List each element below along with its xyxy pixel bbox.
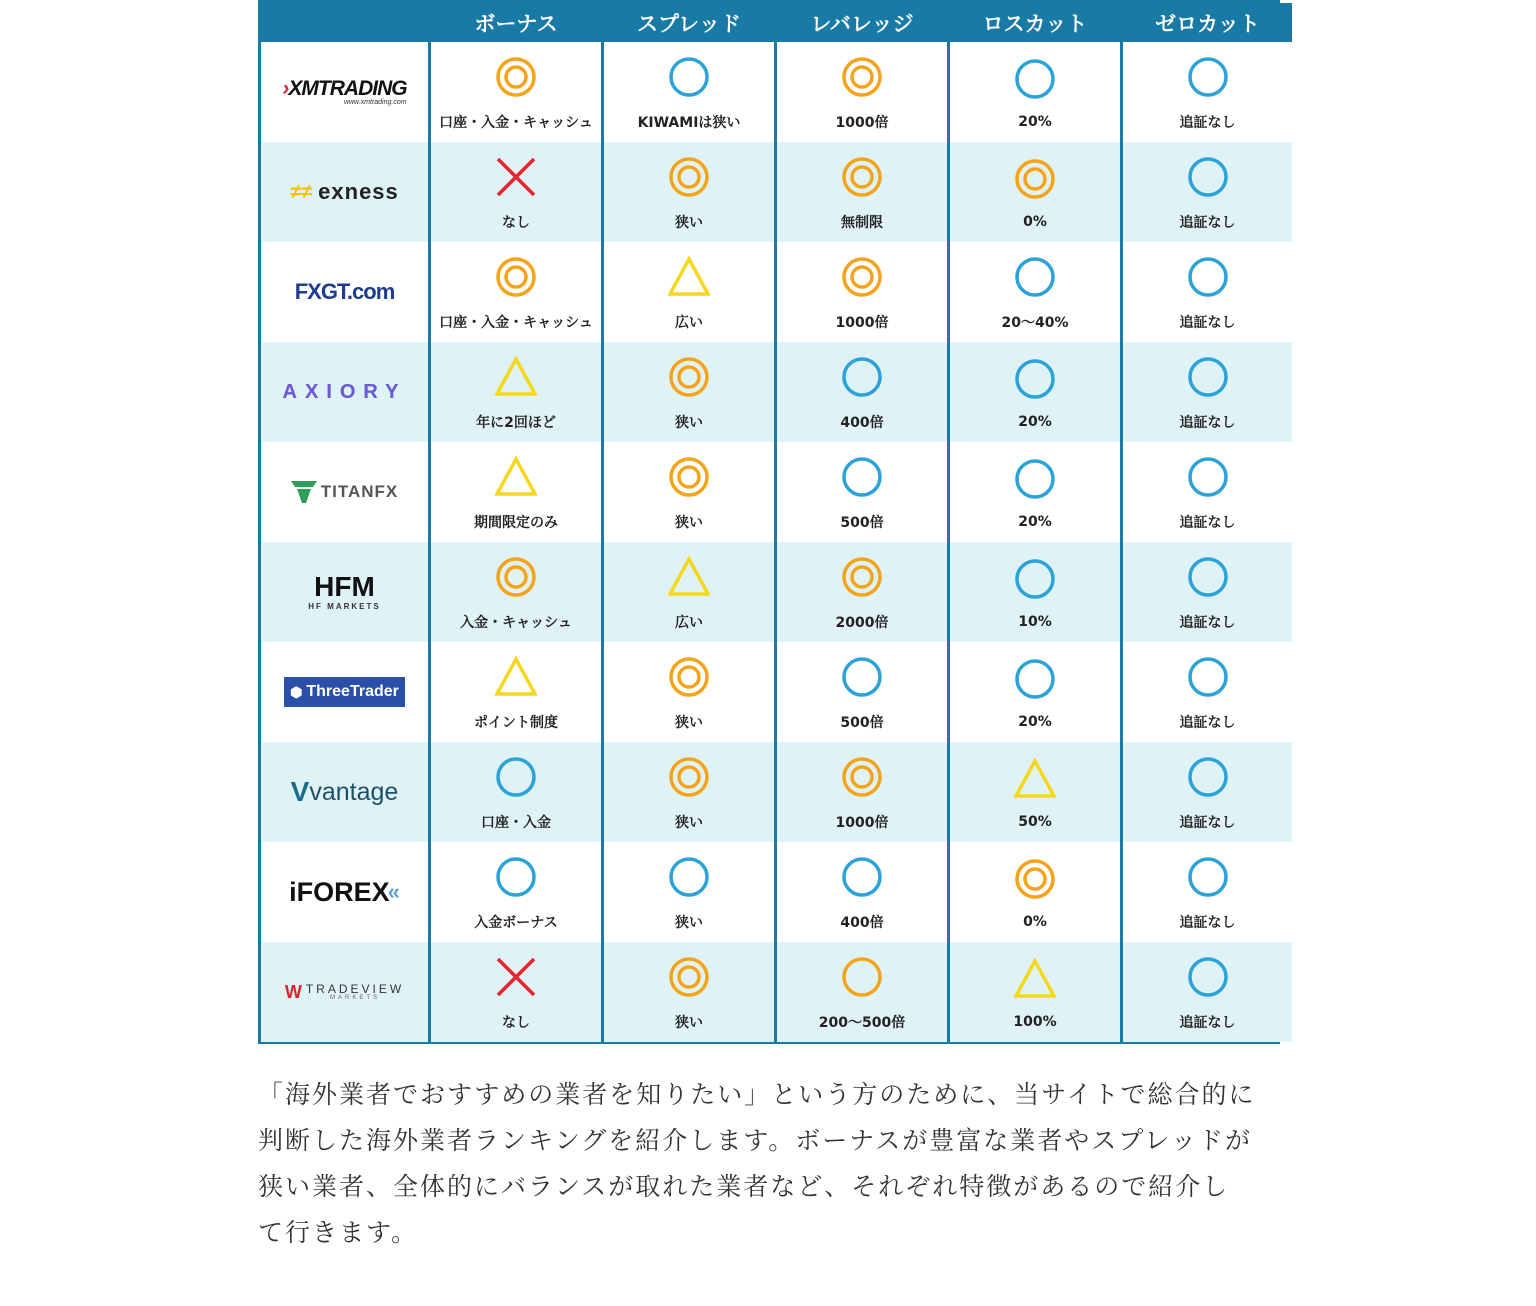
- broker-name: AXIORY: [282, 380, 407, 403]
- rating-text: ポイント制度: [474, 715, 558, 731]
- cross-icon: [495, 956, 537, 998]
- circle-icon: [495, 856, 537, 898]
- rating-text: 20%: [1018, 414, 1052, 430]
- rating-cell: [1123, 942, 1292, 1042]
- rating-cell: [950, 842, 1120, 942]
- rating-cell: [950, 142, 1120, 242]
- rating-cell: [431, 242, 601, 342]
- broker-cell: [261, 442, 428, 542]
- rating-cell: [950, 342, 1120, 442]
- table-row: [261, 642, 1277, 742]
- rating-cell: [1123, 642, 1292, 742]
- header-zerocut: ゼロカット: [1123, 3, 1292, 42]
- circle-icon: [1014, 658, 1056, 700]
- header-bonus: ボーナス: [431, 3, 601, 42]
- broker-logo: [291, 481, 399, 503]
- broker-cell: [261, 842, 428, 942]
- triangle-icon: [668, 256, 710, 298]
- circle-icon: [668, 856, 710, 898]
- double-circle-icon: [841, 256, 883, 298]
- rating-cell: [604, 842, 774, 942]
- rating-text: 口座・入金・キャッシュ: [439, 315, 593, 331]
- broker-name: HFM: [314, 571, 375, 602]
- table-row: [261, 442, 1277, 542]
- broker-cell: [261, 342, 428, 442]
- rating-text: 追証なし: [1179, 915, 1236, 931]
- rating-text: 1000倍: [835, 315, 889, 331]
- rating-cell: [1123, 142, 1292, 242]
- header-broker: [261, 3, 428, 42]
- rating-text: 追証なし: [1179, 415, 1236, 431]
- circle-icon: [841, 956, 883, 998]
- broker-logo: V vantage: [290, 776, 399, 807]
- table-row: [261, 542, 1277, 642]
- circle-icon: [1014, 558, 1056, 600]
- rating-cell: [950, 742, 1120, 842]
- rating-text: 追証なし: [1179, 715, 1236, 731]
- rating-cell: [431, 442, 601, 542]
- rating-text: 20%: [1018, 714, 1052, 730]
- rating-cell: [431, 542, 601, 642]
- rating-text: 追証なし: [1179, 815, 1236, 831]
- double-circle-icon: [668, 156, 710, 198]
- rating-text: なし: [502, 1015, 530, 1031]
- rating-cell: [777, 642, 947, 742]
- rating-text: なし: [502, 215, 530, 231]
- rating-text: 200〜500倍: [818, 1015, 906, 1031]
- rating-text: 追証なし: [1179, 215, 1236, 231]
- rating-cell: [950, 442, 1120, 542]
- header-losscut: ロスカット: [950, 3, 1120, 42]
- rating-cell: [950, 42, 1120, 142]
- header-leverage: レバレッジ: [777, 3, 947, 42]
- double-circle-icon: [841, 56, 883, 98]
- rating-text: 1000倍: [835, 815, 889, 831]
- broker-logo: [308, 573, 380, 611]
- rating-cell: [777, 142, 947, 242]
- rating-cell: [950, 942, 1120, 1042]
- broker-cell: [261, 142, 428, 242]
- rating-cell: [777, 42, 947, 142]
- rating-cell: [604, 142, 774, 242]
- paragraph-line: て行きます。: [258, 1218, 419, 1247]
- rating-text: 口座・入金・キャッシュ: [439, 115, 593, 131]
- broker-logo: [283, 381, 407, 404]
- broker-name: ThreeTrader: [306, 683, 399, 700]
- triangle-icon: [1014, 758, 1056, 800]
- rating-text: 追証なし: [1179, 315, 1236, 331]
- rating-cell: [777, 442, 947, 542]
- broker-name: exness: [318, 179, 399, 204]
- paragraph-line: 「海外業者でおすすめの業者を知りたい」という方のために、当サイトで総合的に: [258, 1080, 1256, 1109]
- rating-cell: [431, 42, 601, 142]
- rating-text: 広い: [675, 315, 703, 331]
- triangle-icon: [495, 356, 537, 398]
- rating-text: KIWAMIは狭い: [637, 115, 741, 131]
- broker-name: TITANFX: [320, 482, 399, 501]
- rating-cell: [1123, 742, 1292, 842]
- rating-cell: [1123, 842, 1292, 942]
- circle-icon: [841, 356, 883, 398]
- broker-cell: [261, 42, 428, 142]
- broker-logo: ≠≠ exness: [290, 179, 399, 204]
- circle-icon: [1014, 256, 1056, 298]
- rating-text: 狭い: [675, 715, 703, 731]
- broker-cell: [261, 942, 428, 1042]
- broker-cell: [261, 542, 428, 642]
- rating-cell: [950, 242, 1120, 342]
- broker-subtitle: MARKETS: [329, 995, 380, 1001]
- broker-cell: [261, 242, 428, 342]
- circle-icon: [1014, 458, 1056, 500]
- double-circle-icon: [841, 156, 883, 198]
- rating-cell: [431, 142, 601, 242]
- circle-icon: [1187, 856, 1229, 898]
- circle-icon: [1014, 358, 1056, 400]
- table-row: [261, 842, 1277, 942]
- double-circle-icon: [495, 256, 537, 298]
- broker-name: vantage: [309, 777, 399, 806]
- rating-text: 0%: [1023, 214, 1047, 230]
- double-circle-icon: [668, 956, 710, 998]
- rating-text: 狭い: [675, 815, 703, 831]
- rating-text: 20%: [1018, 114, 1052, 130]
- circle-icon: [1187, 456, 1229, 498]
- rating-text: 500倍: [840, 715, 884, 731]
- rating-cell: [777, 842, 947, 942]
- broker-logo: [295, 279, 395, 305]
- rating-text: 広い: [675, 615, 703, 631]
- rating-cell: [604, 42, 774, 142]
- rating-text: 口座・入金: [481, 815, 551, 831]
- table-header: [261, 3, 1277, 42]
- rating-cell: [604, 442, 774, 542]
- rating-text: 100%: [1013, 1014, 1057, 1030]
- triangle-icon: [668, 556, 710, 598]
- broker-subtitle: HF MARKETS: [308, 602, 381, 611]
- table-row: [261, 142, 1277, 242]
- double-circle-icon: [668, 756, 710, 798]
- double-circle-icon: [841, 556, 883, 598]
- rating-cell: [1123, 542, 1292, 642]
- circle-icon: [841, 856, 883, 898]
- cross-icon: [495, 156, 537, 198]
- rating-cell: [1123, 42, 1292, 142]
- rating-text: 狭い: [675, 415, 703, 431]
- rating-text: 追証なし: [1179, 615, 1236, 631]
- rating-cell: [431, 842, 601, 942]
- double-circle-icon: [841, 756, 883, 798]
- triangle-icon: [495, 656, 537, 698]
- broker-logo: iFOREX «: [289, 876, 400, 907]
- double-circle-icon: [668, 656, 710, 698]
- rating-text: 20〜40%: [1001, 315, 1069, 331]
- rating-text: 追証なし: [1179, 515, 1236, 531]
- rating-cell: [777, 742, 947, 842]
- rating-text: 期間限定のみ: [474, 515, 558, 531]
- circle-icon: [1187, 656, 1229, 698]
- circle-icon: [1187, 556, 1229, 598]
- broker-cell: [261, 642, 428, 742]
- broker-name: iFOREX: [289, 876, 390, 907]
- rating-cell: [431, 742, 601, 842]
- rating-text: 20%: [1018, 514, 1052, 530]
- table-row: [261, 742, 1277, 842]
- titanfx-mark: [291, 481, 317, 503]
- rating-cell: [777, 542, 947, 642]
- triangle-icon: [495, 456, 537, 498]
- double-circle-icon: [1014, 858, 1056, 900]
- rating-cell: [777, 942, 947, 1042]
- rating-cell: [431, 342, 601, 442]
- rating-text: 入金ボーナス: [474, 915, 558, 931]
- rating-text: 狭い: [675, 215, 703, 231]
- broker-name: XMTRADING: [288, 77, 407, 100]
- rating-text: 追証なし: [1179, 115, 1236, 131]
- rating-text: 無制限: [841, 215, 883, 231]
- rating-text: 2000倍: [835, 615, 889, 631]
- header-spread: スプレッド: [604, 3, 774, 42]
- double-circle-icon: [1014, 158, 1056, 200]
- rating-text: 狭い: [675, 915, 703, 931]
- rating-cell: [777, 342, 947, 442]
- broker-name: FXGT.com: [294, 279, 395, 304]
- rating-text: 狭い: [675, 1015, 703, 1031]
- broker-cell: [261, 742, 428, 842]
- rating-cell: [1123, 242, 1292, 342]
- circle-icon: [1187, 156, 1229, 198]
- double-circle-icon: [495, 556, 537, 598]
- rating-cell: [950, 542, 1120, 642]
- rating-text: 0%: [1023, 914, 1047, 930]
- circle-icon: [1187, 256, 1229, 298]
- double-circle-icon: [668, 356, 710, 398]
- rating-cell: [604, 542, 774, 642]
- rating-cell: [1123, 342, 1292, 442]
- table-row: [261, 342, 1277, 442]
- circle-icon: [1187, 756, 1229, 798]
- table-body: [261, 42, 1277, 1042]
- broker-logo: W TRADEVIEW MARKETS: [284, 981, 405, 1002]
- rating-cell: [604, 342, 774, 442]
- circle-icon: [668, 56, 710, 98]
- rating-text: 500倍: [840, 515, 884, 531]
- circle-icon: [1187, 56, 1229, 98]
- table-row: [261, 242, 1277, 342]
- intro-paragraph: [258, 1072, 1288, 1256]
- double-circle-icon: [495, 56, 537, 98]
- rating-text: 追証なし: [1179, 1015, 1236, 1031]
- rating-cell: [777, 242, 947, 342]
- broker-subtitle: www.xmtrading.com: [343, 99, 407, 106]
- circle-icon: [1014, 58, 1056, 100]
- broker-name: TRADEVIEW: [305, 982, 405, 996]
- broker-logo: ⬢ ThreeTrader: [284, 677, 405, 707]
- double-circle-icon: [668, 456, 710, 498]
- rating-cell: [604, 742, 774, 842]
- rating-cell: [604, 242, 774, 342]
- broker-logo: ›XMTRADING www.xmtrading.com: [282, 77, 407, 106]
- rating-text: 400倍: [840, 415, 884, 431]
- rating-text: 年に2回ほど: [476, 415, 556, 431]
- rating-cell: [1123, 442, 1292, 542]
- table-row: [261, 42, 1277, 142]
- rating-cell: [950, 642, 1120, 742]
- rating-text: 1000倍: [835, 115, 889, 131]
- circle-icon: [841, 656, 883, 698]
- rating-text: 狭い: [675, 515, 703, 531]
- circle-icon: [1187, 956, 1229, 998]
- rating-cell: [604, 642, 774, 742]
- circle-icon: [841, 456, 883, 498]
- rating-cell: [604, 942, 774, 1042]
- rating-text: 50%: [1018, 814, 1052, 830]
- rating-cell: [431, 642, 601, 742]
- circle-icon: [1187, 356, 1229, 398]
- rating-cell: [431, 942, 601, 1042]
- rating-text: 10%: [1018, 614, 1052, 630]
- rating-text: 400倍: [840, 915, 884, 931]
- rating-text: 入金・キャッシュ: [460, 615, 572, 631]
- comparison-table: [258, 0, 1280, 1044]
- paragraph-line: 判断した海外業者ランキングを紹介します。ボーナスが豊富な業者やスプレッドが: [258, 1126, 1253, 1155]
- table-row: [261, 942, 1277, 1042]
- triangle-icon: [1014, 958, 1056, 1000]
- paragraph-line: 狭い業者、全体的にバランスが取れた業者など、それぞれ特徴があるので紹介し: [258, 1172, 1230, 1201]
- circle-icon: [495, 756, 537, 798]
